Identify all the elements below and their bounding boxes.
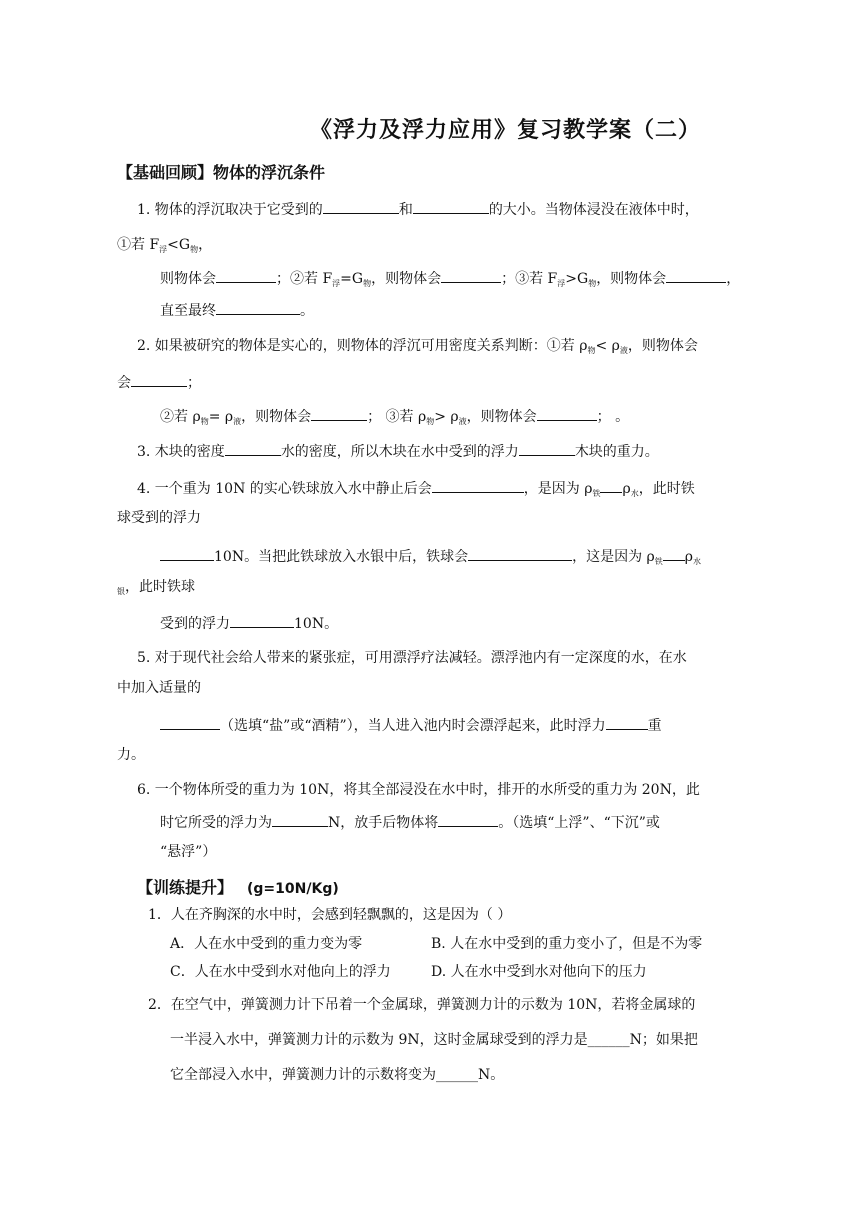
q3-line1: 3. 木块的密度 水的密度，所以木块在水中受到的浮力 木块的重力。 [137,440,659,462]
t1-option-d: D. 人在水中受到水对他向下的压力 [431,964,647,980]
answer-blank[interactable] [216,267,276,283]
answer-blank[interactable] [432,477,524,493]
q1-line3: 则物体会 ；②若 $F_浮=G_物$，则物体会 ；③若 $F_浮>G_物$，则物体会 ， [160,267,740,294]
answer-blank[interactable] [606,714,648,730]
answer-blank[interactable] [323,198,399,214]
q5-line3: （选填“盐”或“酒精”），当人进入池内时会漂浮起来，此时浮力 重 [160,714,662,736]
q1-line2: ①若 $F_浮<G_物$， [117,237,213,254]
answer-blank[interactable] [311,405,367,421]
q4-line5: 受到的浮力 10N。 [160,612,338,634]
t2-line3: 它全部浸入水中，弹簧测力计的示数将变为______N。 [170,1067,505,1083]
t1-option-b: B. 人在水中受到的重力变小了，但是不为零 [431,936,703,952]
q4-line1: 4. 一个重为 10N 的实心铁球放入水中静止后会 ，是因为 $\rho_铁$ $\rho_水$，此时铁 [137,477,695,504]
q6-line3: “悬浮”） [160,844,217,860]
q6-line1: 6. 一个物体所受的重力为 10N，将其全部浸没在水中时，排开的水所受的重力为 20N，此 [137,782,700,798]
q4-line2: 球受到的浮力 [117,510,201,526]
answer-blank[interactable] [160,714,220,730]
t2-line1: 2．在空气中，弹簧测力计下吊着一个金属球，弹簧测力计的示数为 10N，若将金属球的 [148,997,696,1013]
answer-blank[interactable] [600,477,622,493]
q1-line1: 1. 物体的浮沉取决于它受到的 和 的大小。当物体浸没在液体中时， [137,198,699,220]
answer-blank[interactable] [666,267,726,283]
q2-line1: 2. 如果被研究的物体是实心的，则物体的浮沉可用密度关系判断：①若 $\rho_物< \rho_液$，则物体会 [137,338,698,355]
q6-line2: 时它所受的浮力为 N，放手后物体将 。（选填“上浮”、“下沉”或 [160,811,660,833]
q5-line2: 中加入适量的 [117,680,201,696]
answer-blank[interactable] [230,612,294,628]
section-heading-basics: 【基础回顾】物体的浮沉条件 [117,163,326,182]
q1-line4: 直至最终 。 [160,299,314,321]
q2-line3: ②若 $\rho_物= \rho_液$，则物体会 ； ③若 $\rho_物> \rho_液$，则物体会 ； 。 [160,405,629,432]
answer-blank[interactable] [438,811,498,827]
section-heading-training: 【训练提升】 (g=10N/Kg) [137,878,339,897]
answer-blank[interactable] [413,198,489,214]
page-title: 《浮力及浮力应用》复习教学案（二） [310,118,702,143]
answer-blank[interactable] [272,811,328,827]
t1-stem: 1．人在齐胸深的水中时，会感到轻飘飘的，这是因为（ ） [148,907,512,923]
answer-blank[interactable] [537,405,597,421]
t1-option-c: C．人在水中受到水对他向上的浮力 [170,964,391,980]
t2-line2: 一半浸入水中，弹簧测力计的示数为 9N，这时金属球受到的浮力是______N；如果把 [170,1032,698,1048]
answer-blank[interactable] [160,545,214,561]
q4-line3: 10N。当把此铁球放入水银中后，铁球会 ，这是因为 $\rho_铁$ $\rho_水$ [160,545,701,572]
q5-line1: 5. 对于现代社会给人带来的紧张症，可用漂浮疗法减轻。漂浮池内有一定深度的水，在水 [137,650,687,666]
answer-blank[interactable] [216,299,300,315]
answer-blank[interactable] [441,267,501,283]
answer-blank[interactable] [663,545,685,561]
answer-blank[interactable] [131,371,187,387]
answer-blank[interactable] [519,440,575,456]
q2-line2: 会 ； [117,371,201,393]
q4-line4: $_银$，此时铁球 [117,579,195,596]
q5-line4: 力。 [117,747,145,763]
answer-blank[interactable] [225,440,281,456]
answer-blank[interactable] [468,545,572,561]
t1-option-a: A．人在水中受到的重力变为零 [170,936,363,952]
